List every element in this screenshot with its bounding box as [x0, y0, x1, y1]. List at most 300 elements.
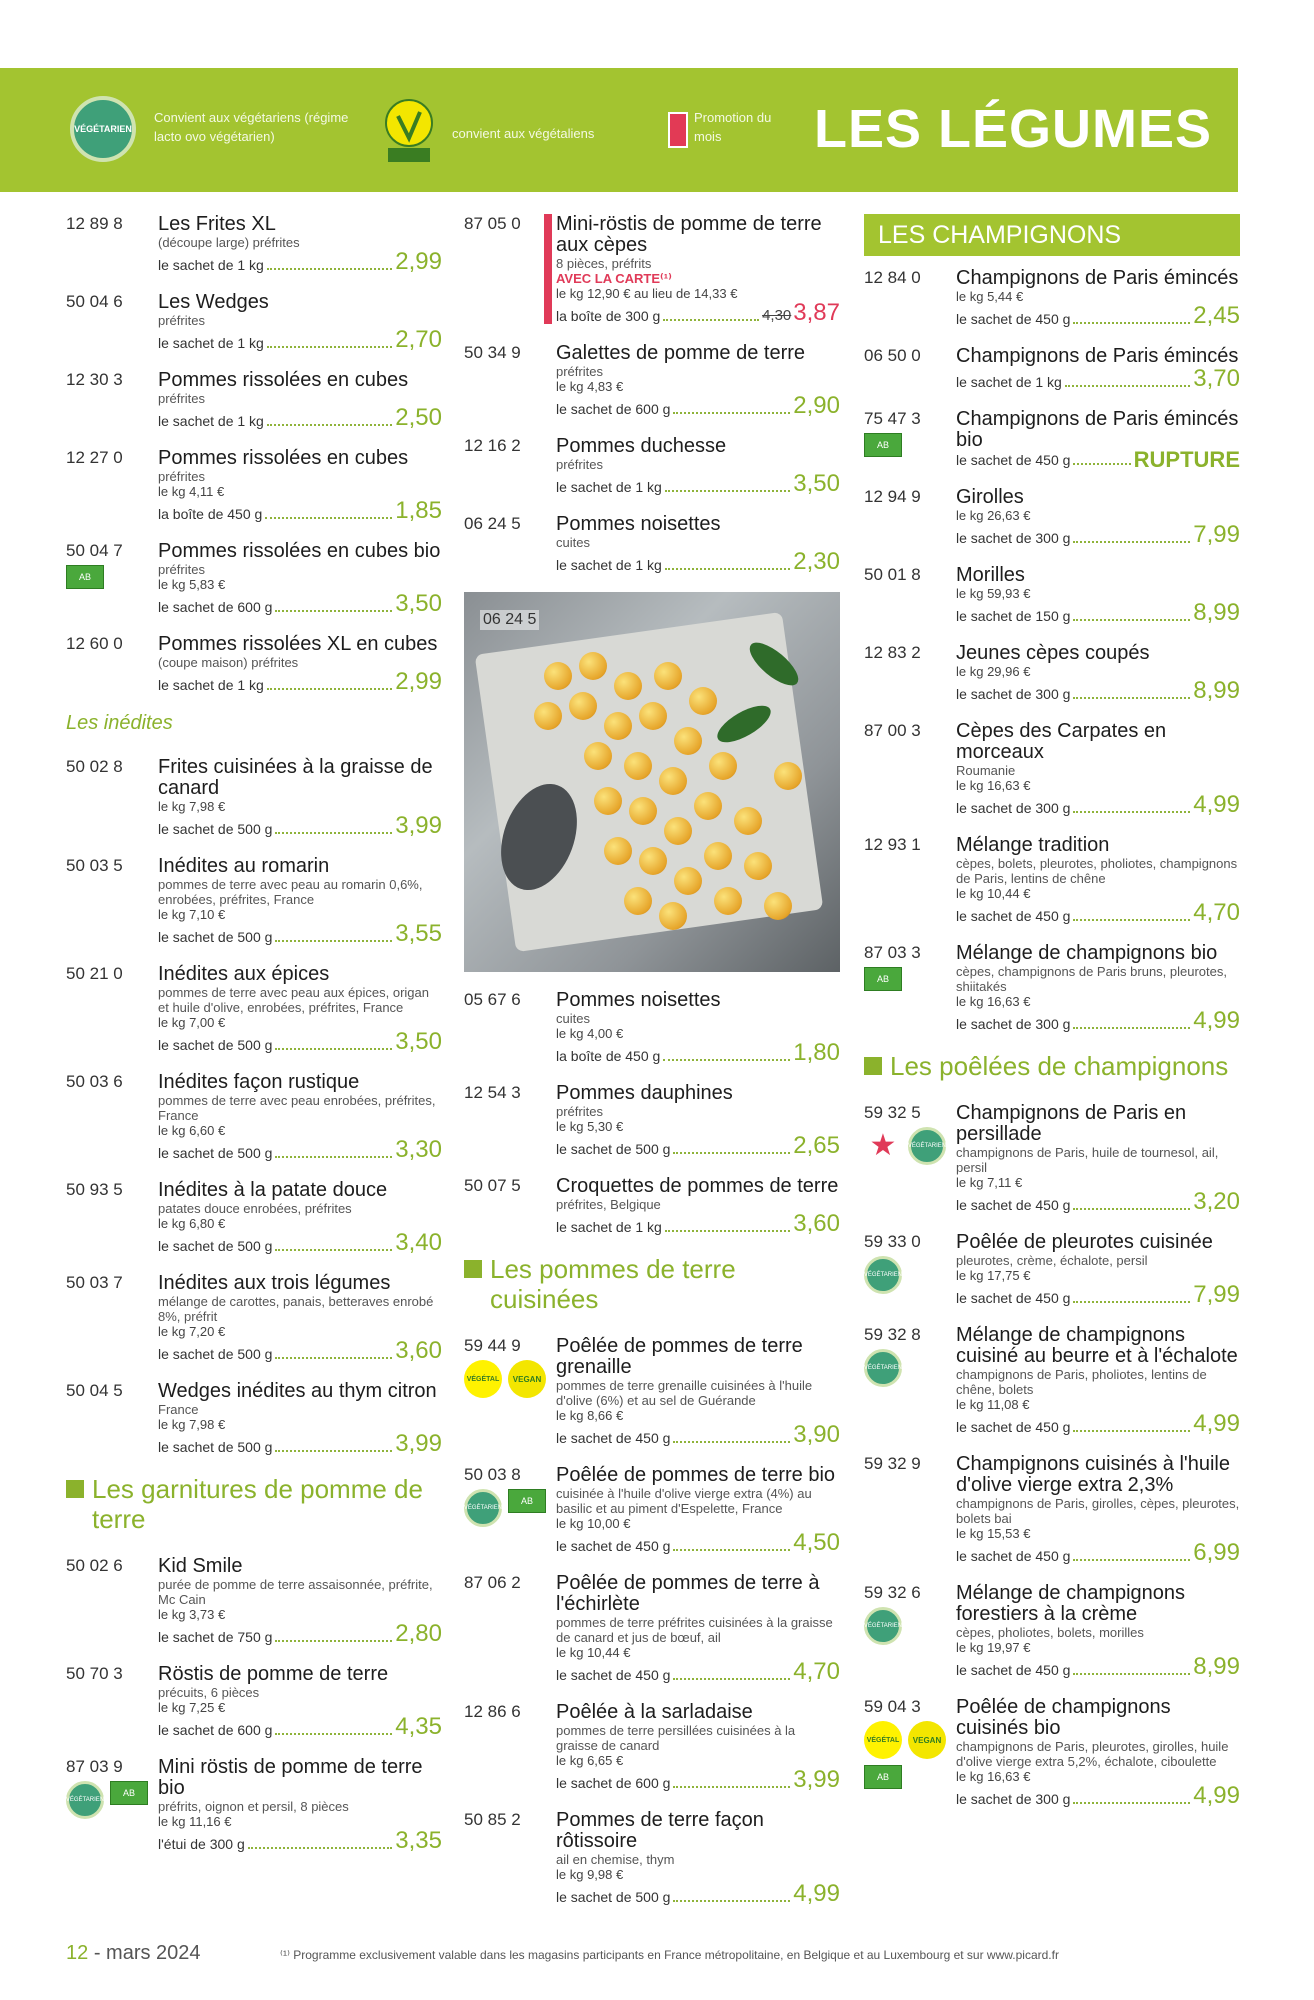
product-desc: préfrites	[556, 457, 603, 472]
product-code: 59 04 3	[864, 1697, 921, 1716]
price-line: le sachet de 1 kg 3,60	[556, 1210, 840, 1237]
price-line: le sachet de 450 g 8,99	[956, 1653, 1240, 1680]
product-desc: mélange de carottes, panais, betteraves enrobé 8%, préfrit	[158, 1294, 434, 1324]
column-3	[864, 214, 1240, 1826]
product-code: 59 44 9	[464, 1336, 521, 1355]
product-item	[66, 1180, 442, 1255]
price-per-kg: le kg 10,00 €	[556, 1516, 631, 1531]
price-line: le sachet de 450 g RUPTURE	[956, 447, 1240, 472]
price-line: le sachet de 500 g 3,40	[158, 1229, 442, 1256]
price-per-kg: le kg 7,00 €	[158, 1015, 226, 1030]
vegetarien-badge-icon: VÉGÉTARIEN	[70, 96, 136, 162]
product-code: 12 60 0	[66, 634, 123, 653]
star-label-icon: ★	[869, 1129, 897, 1162]
price: 4,99	[793, 1880, 840, 1907]
price-per-kg: le kg 7,10 €	[158, 907, 226, 922]
price: 2,30	[793, 548, 840, 575]
bio-label-icon: AB	[66, 565, 104, 589]
product-item	[864, 1697, 1240, 1808]
product-code: 50 85 2	[464, 1810, 521, 1829]
price: 7,99	[1193, 1281, 1240, 1308]
price-line: le sachet de 500 g 4,99	[556, 1880, 840, 1907]
product-name: Jeunes cèpes coupés	[956, 642, 1150, 664]
product-code: 50 70 3	[66, 1664, 123, 1683]
product-desc: précuits, 6 pièces	[158, 1685, 260, 1700]
product-desc: cuisinée à l'huile d'olive vierge extra (4%) au basilic et au piment d'Espelette, France	[556, 1486, 812, 1516]
price-per-kg: le kg 17,75 €	[956, 1268, 1031, 1283]
product-item	[464, 1465, 840, 1555]
product-name: Champignons de Paris émincés	[956, 345, 1239, 367]
product-code: 12 84 0	[864, 268, 921, 287]
product-code: 59 33 0	[864, 1232, 921, 1251]
price-line: le sachet de 300 g 4,99	[956, 1007, 1240, 1034]
price-per-kg: le kg 6,80 €	[158, 1216, 226, 1231]
product-item-promo	[464, 214, 840, 325]
vegan-badge-icon: VEGAN	[508, 1360, 546, 1398]
price-line: le sachet de 750 g 2,80	[158, 1620, 442, 1647]
product-item	[66, 541, 442, 616]
product-item	[464, 514, 840, 574]
product-item	[864, 643, 1240, 703]
product-code: 06 24 5	[464, 514, 521, 533]
product-item	[66, 1273, 442, 1363]
vegetarien-badge-icon: VÉGÉTARIEN	[864, 1349, 902, 1387]
product-code: 50 04 7	[66, 541, 123, 560]
bio-label-icon: AB	[864, 967, 902, 991]
product-item	[66, 1664, 442, 1739]
price: 3,20	[1193, 1188, 1240, 1215]
product-desc: cuites	[556, 1011, 590, 1026]
product-code: 59 32 6	[864, 1583, 921, 1602]
product-name: Pommes noisettes	[556, 989, 721, 1011]
product-desc: pommes de terre grenaille cuisinées à l'huile d'olive (6%) et au sel de Guérande	[556, 1378, 813, 1408]
product-item	[864, 565, 1240, 625]
price: 4,99	[1193, 1410, 1240, 1437]
product-desc: champignons de Paris, huile de tournesol, ail, persil	[956, 1145, 1219, 1175]
section-cuisinees: Les pommes de terre cuisinées	[464, 1254, 840, 1314]
section-poelees: Les poêlées de champignons	[864, 1051, 1240, 1081]
product-code: 12 16 2	[464, 436, 521, 455]
product-name: Champignons de Paris émincés bio	[956, 408, 1239, 451]
vegetal-badge-icon: VÉGÉTAL	[864, 1721, 902, 1759]
product-item	[464, 1573, 840, 1684]
product-code: 75 47 3	[864, 409, 921, 428]
product-item	[464, 1336, 840, 1447]
price-line: le sachet de 450 g 3,90	[556, 1421, 840, 1448]
product-item	[66, 1072, 442, 1162]
vegetarien-badge-icon: VÉGÉTARIEN	[864, 1256, 902, 1294]
bio-label-icon: AB	[864, 433, 902, 457]
product-name: Kid Smile	[158, 1555, 243, 1577]
price-line: le sachet de 450 g 6,99	[956, 1539, 1240, 1566]
product-code: 50 03 8	[464, 1465, 521, 1484]
product-item	[66, 856, 442, 946]
product-desc: champignons de Paris, pholiotes, lentins de chêne, bolets	[956, 1367, 1207, 1397]
product-desc: pommes de terre préfrites cuisinées à la graisse de canard et jus de bœuf, ail	[556, 1615, 833, 1645]
product-code: 59 32 8	[864, 1325, 921, 1344]
price: 8,99	[1193, 677, 1240, 704]
photo-product-code: 06 24 5	[480, 610, 539, 630]
price-line: le sachet de 300 g 4,99	[956, 1782, 1240, 1809]
product-code: 06 50 0	[864, 346, 921, 365]
price-per-kg: le kg 3,73 €	[158, 1607, 226, 1622]
product-code: 59 32 5	[864, 1103, 921, 1122]
product-name: Champignons cuisinés à l'huile d'olive vierge extra 2,3%	[956, 1453, 1230, 1496]
price-line: le sachet de 600 g 4,35	[158, 1713, 442, 1740]
product-name: Frites cuisinées à la graisse de canard	[158, 756, 433, 799]
price-line: la boîte de 300 g 4,30 3,87	[556, 299, 840, 326]
product-code: 87 00 3	[864, 721, 921, 740]
product-item	[864, 1232, 1240, 1307]
product-code: 50 02 8	[66, 757, 123, 776]
product-item	[66, 214, 442, 274]
price: 4,99	[1193, 791, 1240, 818]
price-per-kg: le kg 6,65 €	[556, 1753, 624, 1768]
product-name: Croquettes de pommes de terre	[556, 1175, 839, 1197]
price-line: le sachet de 300 g 8,99	[956, 677, 1240, 704]
product-name: Pommes rissolées en cubes	[158, 447, 409, 469]
price-line: le sachet de 1 kg 3,70	[956, 365, 1240, 392]
product-code: 50 04 5	[66, 1381, 123, 1400]
price: 2,90	[793, 392, 840, 419]
product-code: 50 93 5	[66, 1180, 123, 1199]
product-name: Galettes de pomme de terre	[556, 342, 806, 364]
product-item	[464, 343, 840, 418]
vegetarien-badge-icon: VÉGÉTARIEN	[864, 1607, 902, 1645]
price-per-kg: le kg 7,98 €	[158, 799, 226, 814]
product-code: 50 03 7	[66, 1273, 123, 1292]
product-code: 12 27 0	[66, 448, 123, 467]
price-per-kg: le kg 7,20 €	[158, 1324, 226, 1339]
product-desc: préfrites	[158, 391, 205, 406]
price-per-kg: le kg 4,00 €	[556, 1026, 624, 1041]
product-code: 12 86 6	[464, 1702, 521, 1721]
price-per-kg: le kg 4,11 €	[158, 484, 225, 499]
product-item	[464, 1176, 840, 1236]
price-per-kg: le kg 16,63 €	[956, 994, 1031, 1009]
product-name: Inédites à la patate douce	[158, 1179, 388, 1201]
price: 2,65	[793, 1132, 840, 1159]
product-name: Mélange de champignons cuisiné au beurre et à l'échalote	[956, 1324, 1238, 1367]
page-number: 12 - mars 2024	[66, 1942, 201, 1964]
product-desc: (coupe maison) préfrites	[158, 655, 299, 670]
product-name: Wedges inédites au thym citron	[158, 1380, 437, 1402]
price: 4,99	[1193, 1782, 1240, 1809]
product-name: Poêlée à la sarladaise	[556, 1701, 753, 1723]
product-item	[864, 1454, 1240, 1565]
vegetarien-badge-icon: VÉGÉTARIEN	[66, 1781, 104, 1819]
product-item	[66, 1556, 442, 1646]
product-code: 59 32 9	[864, 1454, 921, 1473]
price: 2,99	[395, 248, 442, 275]
product-item	[66, 448, 442, 523]
product-item	[464, 1810, 840, 1906]
price-per-kg: le kg 11,08 €	[956, 1397, 1030, 1412]
price: 3,50	[395, 590, 442, 617]
subsection-inedites: Les inédites	[66, 712, 173, 734]
product-desc: pommes de terre avec peau enrobées, préfrites, France	[158, 1093, 436, 1123]
product-desc: cuites	[556, 535, 590, 550]
price-line: le sachet de 300 g 7,99	[956, 521, 1240, 548]
product-code: 50 01 8	[864, 565, 921, 584]
product-code: 12 94 9	[864, 487, 921, 506]
page-title: LES LÉGUMES	[813, 99, 1212, 159]
product-code: 50 21 0	[66, 964, 123, 983]
price-line: le sachet de 450 g 4,50	[556, 1529, 840, 1556]
price-per-kg: le kg 7,25 €	[158, 1700, 226, 1715]
price-line: le sachet de 450 g 4,70	[556, 1658, 840, 1685]
product-name: Poêlée de pleurotes cuisinée	[956, 1231, 1213, 1253]
product-item	[66, 1381, 442, 1456]
section-garnitures: Les garnitures de pomme de terre	[66, 1474, 442, 1534]
legend-promo: Promotion du mois	[694, 110, 772, 144]
price-per-kg: le kg 16,63 €	[956, 1769, 1031, 1784]
product-name: Poêlée de champignons cuisinés bio	[956, 1696, 1171, 1739]
product-code: 50 07 5	[464, 1176, 521, 1195]
product-name: Mini-röstis de pomme de terre aux cèpes	[556, 213, 822, 256]
price-line: le sachet de 600 g 3,99	[556, 1766, 840, 1793]
price-line: le sachet de 600 g 2,90	[556, 392, 840, 419]
header-banner	[0, 68, 1238, 192]
product-desc: cèpes, champignons de Paris bruns, pleurotes, shiitakés	[956, 964, 1227, 994]
product-code: 50 03 5	[66, 856, 123, 875]
bio-label-icon: AB	[110, 1781, 148, 1805]
product-name: Morilles	[956, 564, 1025, 586]
product-code: 12 30 3	[66, 370, 123, 389]
footnote: ⁽¹⁾ Programme exclusivement valable dans les magasins participants en France métropolitaine, en Belgique et au Luxembourg et sur www.picard.fr	[280, 1948, 1059, 1962]
product-name: Inédites façon rustique	[158, 1071, 360, 1093]
price-line: le sachet de 500 g 3,30	[158, 1136, 442, 1163]
price: 8,99	[1193, 599, 1240, 626]
price: 1,85	[395, 497, 442, 524]
product-code: 87 03 9	[66, 1757, 123, 1776]
price-per-kg: le kg 11,16 €	[158, 1814, 232, 1829]
product-item	[66, 964, 442, 1054]
product-code: 50 34 9	[464, 343, 521, 362]
price: 3,40	[395, 1229, 442, 1256]
product-code: 12 89 8	[66, 214, 123, 233]
price-per-kg: le kg 9,98 €	[556, 1867, 624, 1882]
price-line: le sachet de 450 g 7,99	[956, 1281, 1240, 1308]
product-name: Champignons de Paris émincés	[956, 267, 1239, 289]
product-item	[66, 370, 442, 430]
product-name: Pommes rissolées en cubes bio	[158, 540, 441, 562]
product-name: Mini röstis de pomme de terre bio	[158, 1756, 423, 1799]
price-per-kg: le kg 19,97 €	[956, 1640, 1031, 1655]
price-line: le sachet de 500 g 3,99	[158, 812, 442, 839]
product-name: Inédites aux trois légumes	[158, 1272, 391, 1294]
product-desc: France	[158, 1402, 199, 1417]
price: 3,55	[395, 920, 442, 947]
price-line: le sachet de 450 g 4,70	[956, 899, 1240, 926]
product-item	[864, 487, 1240, 547]
price: 4,70	[1193, 899, 1240, 926]
price-per-kg: le kg 15,53 €	[956, 1526, 1031, 1541]
promo-square-icon	[668, 112, 688, 148]
product-item	[864, 268, 1240, 328]
price: 4,35	[395, 1713, 442, 1740]
product-desc: préfrites	[158, 469, 205, 484]
price-per-kg: le kg 59,93 €	[956, 586, 1031, 601]
vegan-badge-icon	[384, 98, 434, 164]
product-name: Pommes de terre façon rôtissoire	[556, 1809, 764, 1852]
price: 3,50	[793, 470, 840, 497]
product-item	[864, 721, 1240, 817]
promo-price: 3,87	[793, 299, 840, 326]
product-desc: préfrites	[158, 562, 205, 577]
product-desc: pommes de terre avec peau aux épices, origan et huile d'olive, enrobées, préfrites, France	[158, 985, 429, 1015]
price: 2,70	[395, 326, 442, 353]
price: 4,99	[1193, 1007, 1240, 1034]
price-line: le sachet de 500 g 3,60	[158, 1337, 442, 1364]
legend-vegan: convient aux végétaliens	[452, 126, 595, 141]
product-desc: ail en chemise, thym	[556, 1852, 675, 1867]
product-item	[66, 634, 442, 694]
price-per-kg: le kg 5,44 €	[956, 289, 1024, 304]
product-desc: Roumanie	[956, 763, 1016, 778]
column-1	[66, 214, 442, 1871]
product-desc: champignons de Paris, pleurotes, girolles, huile d'olive vierge extra 5,2%, échalote, ciboulette	[956, 1739, 1229, 1769]
product-name: Mélange tradition	[956, 834, 1110, 856]
price-line: le sachet de 600 g 3,50	[158, 590, 442, 617]
product-item	[864, 1583, 1240, 1679]
product-item	[464, 990, 840, 1065]
price-per-kg: le kg 8,66 €	[556, 1408, 624, 1423]
product-name: Poêlée de pommes de terre à l'échirlète	[556, 1572, 820, 1615]
product-desc: cèpes, bolets, pleurotes, pholiotes, champignons de Paris, lentins de chêne	[956, 856, 1238, 886]
price-line: le sachet de 500 g 3,55	[158, 920, 442, 947]
product-code: 87 06 2	[464, 1573, 521, 1592]
vegetarien-badge-icon: VÉGÉTARIEN	[908, 1127, 946, 1165]
promo-bar	[544, 214, 552, 324]
price: 3,99	[395, 1430, 442, 1457]
price: 3,90	[793, 1421, 840, 1448]
bio-label-icon: AB	[864, 1765, 902, 1789]
product-photo	[464, 592, 840, 972]
product-item	[864, 943, 1240, 1033]
product-name: Inédites aux épices	[158, 963, 330, 985]
product-item	[464, 436, 840, 496]
price-per-kg: le kg 12,90 € au lieu de 14,33 €	[556, 286, 738, 301]
product-name: Les Frites XL	[158, 213, 276, 235]
product-code: 12 93 1	[864, 835, 921, 854]
old-price: 4,30	[762, 307, 792, 324]
price-line: le sachet de 1 kg 2,50	[158, 404, 442, 431]
price-line: le sachet de 500 g 3,99	[158, 1430, 442, 1457]
legend-vegetarien: Convient aux végétariens (régime lacto ovo végétarien)	[154, 110, 349, 144]
price: 3,50	[395, 1028, 442, 1055]
price: 4,50	[793, 1529, 840, 1556]
product-desc: cèpes, pholiotes, bolets, morilles	[956, 1625, 1144, 1640]
product-name: Mélange de champignons bio	[956, 942, 1218, 964]
price: 3,30	[395, 1136, 442, 1163]
product-item	[66, 757, 442, 838]
price-per-kg: le kg 4,83 €	[556, 379, 624, 394]
product-desc: préfrits, oignon et persil, 8 pièces	[158, 1799, 349, 1814]
vegetal-badge-icon: VÉGÉTAL	[464, 1360, 502, 1398]
product-item	[464, 1702, 840, 1792]
price-line: le sachet de 500 g 3,50	[158, 1028, 442, 1055]
product-code: 87 05 0	[464, 214, 521, 233]
price: 2,45	[1193, 302, 1240, 329]
price-per-kg: le kg 5,30 €	[556, 1119, 624, 1134]
product-name: Pommes dauphines	[556, 1082, 733, 1104]
product-name: Poêlée de pommes de terre bio	[556, 1464, 836, 1486]
price-line: le sachet de 1 kg 2,30	[556, 548, 840, 575]
price: 3,99	[793, 1766, 840, 1793]
price: 3,70	[1193, 365, 1240, 392]
vegetarien-badge-icon: VÉGÉTARIEN	[464, 1489, 502, 1527]
price-per-kg: le kg 29,96 €	[956, 664, 1031, 679]
price: 3,35	[395, 1827, 442, 1854]
vegan-badge-icon: VEGAN	[908, 1721, 946, 1759]
price-per-kg: le kg 7,11 €	[956, 1175, 1023, 1190]
product-desc: patates douce enrobées, préfrites	[158, 1201, 352, 1216]
price: 2,80	[395, 1620, 442, 1647]
product-code: 50 02 6	[66, 1556, 123, 1575]
product-item	[864, 835, 1240, 925]
price-line: le sachet de 450 g 2,45	[956, 302, 1240, 329]
product-code: 12 54 3	[464, 1083, 521, 1102]
product-name: Cèpes des Carpates en morceaux	[956, 720, 1167, 763]
price: 6,99	[1193, 1539, 1240, 1566]
price: 3,99	[395, 812, 442, 839]
rupture-label: RUPTURE	[1133, 447, 1240, 472]
product-item	[66, 292, 442, 352]
product-name: Pommes rissolées en cubes	[158, 369, 409, 391]
product-item	[864, 1325, 1240, 1436]
product-item	[864, 1103, 1240, 1214]
section-champignons: LES CHAMPIGNONS	[864, 214, 1240, 256]
price: 3,60	[793, 1210, 840, 1237]
product-name: Poêlée de pommes de terre grenaille	[556, 1335, 803, 1378]
product-item	[864, 408, 1240, 472]
column-2	[464, 214, 840, 1924]
product-code: 50 03 6	[66, 1072, 123, 1091]
price-per-kg: le kg 26,63 €	[956, 508, 1031, 523]
product-name: Pommes noisettes	[556, 513, 721, 535]
price-line: la boîte de 450 g 1,80	[556, 1039, 840, 1066]
price-per-kg: le kg 6,60 €	[158, 1123, 226, 1138]
avec-la-carte-label: AVEC LA CARTE⁽¹⁾	[556, 271, 672, 286]
product-item	[464, 1083, 840, 1158]
product-desc: purée de pomme de terre assaisonnée, préfrite, Mc Cain	[158, 1577, 433, 1607]
product-desc: champignons de Paris, girolles, cèpes, pleurotes, bolets bai	[956, 1496, 1240, 1526]
product-desc: préfrites	[158, 313, 205, 328]
price-line: le sachet de 450 g 4,99	[956, 1410, 1240, 1437]
product-desc: (découpe large) préfrites	[158, 235, 300, 250]
price: 2,99	[395, 668, 442, 695]
product-name: Girolles	[956, 486, 1024, 508]
price-per-kg: le kg 10,44 €	[556, 1645, 631, 1660]
product-desc: 8 pièces, préfrits	[556, 256, 652, 271]
price-line: le sachet de 1 kg 2,70	[158, 326, 442, 353]
product-desc: pommes de terre persillées cuisinées à la graisse de canard	[556, 1723, 796, 1753]
price-line: le sachet de 1 kg 3,50	[556, 470, 840, 497]
price: 8,99	[1193, 1653, 1240, 1680]
product-item	[66, 1757, 442, 1853]
product-name: Inédites au romarin	[158, 855, 330, 877]
product-desc: pleurotes, crème, échalote, persil	[956, 1253, 1148, 1268]
product-code: 05 67 6	[464, 990, 521, 1009]
price-per-kg: le kg 10,44 €	[956, 886, 1031, 901]
product-desc: préfrites, Belgique	[556, 1197, 661, 1212]
price-per-kg: le kg 16,63 €	[956, 778, 1031, 793]
product-code: 12 83 2	[864, 643, 921, 662]
product-name: Pommes rissolées XL en cubes	[158, 633, 438, 655]
product-code: 50 04 6	[66, 292, 123, 311]
price-per-kg: le kg 5,83 €	[158, 577, 226, 592]
